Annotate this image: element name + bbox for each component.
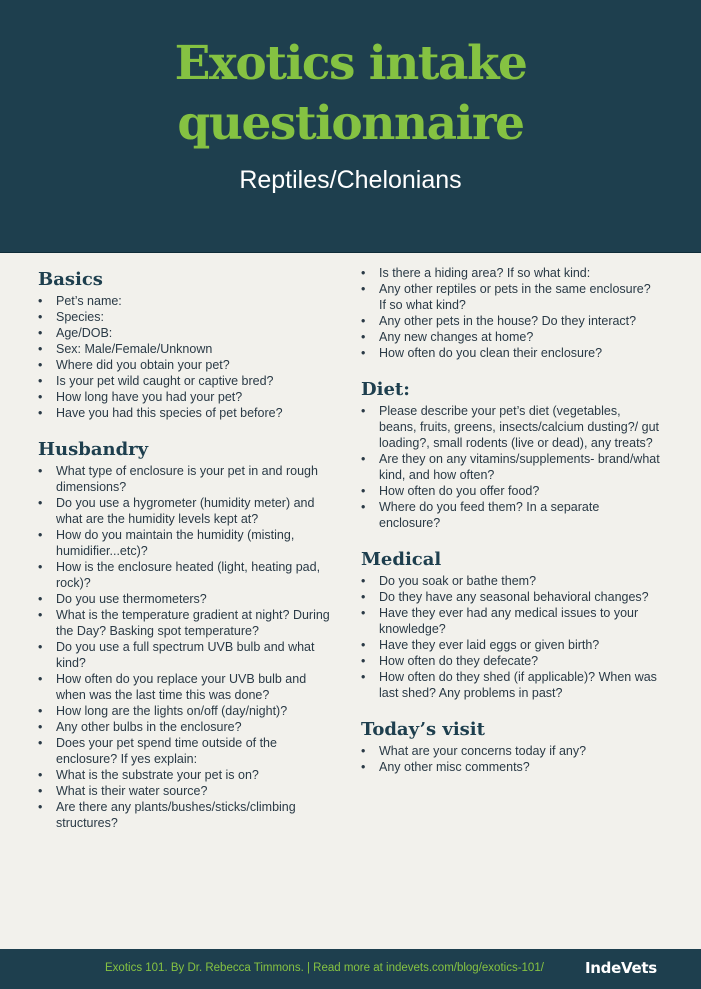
question-item: • Please describe your pet’s diet (vegetables, beans, fruits, greens, insects/calcium dusting?/ gut loading?, small rodents (live or dead), any treats? [361, 403, 661, 451]
question-item: • Is your pet wild caught or captive bred? [38, 373, 338, 389]
question-item: • Any other misc comments? [361, 759, 661, 775]
left-column [38, 269, 338, 849]
question-item: • Do they have any seasonal behavioral changes? [361, 589, 661, 605]
question-item: • Species: [38, 309, 338, 325]
question-list-continued [361, 265, 661, 361]
footer-bar [0, 949, 701, 989]
question-item: • Is there a hiding area? If so what kind: [361, 265, 661, 281]
page-title-line2: questionnaire [177, 96, 524, 151]
question-item: • Have you had this species of pet before? [38, 405, 338, 421]
question-item: • Have they ever had any medical issues to your knowledge? [361, 605, 661, 637]
page-title-line1: Exotics intake [174, 36, 527, 91]
question-list-basics [38, 293, 338, 421]
question-item: • Do you soak or bathe them? [361, 573, 661, 589]
question-item: • How often do you replace your UVB bulb and when was the last time this was done? [38, 671, 338, 703]
question-list-medical [361, 573, 661, 701]
question-item: • Have they ever laid eggs or given birth? [361, 637, 661, 653]
question-item: • What are your concerns today if any? [361, 743, 661, 759]
question-item: • Do you use a hygrometer (humidity meter) and what are the humidity levels kept at? [38, 495, 338, 527]
question-list-husbandry [38, 463, 338, 831]
section-heading-husbandry: Husbandry [38, 439, 149, 460]
question-item: • Where do you feed them? In a separate enclosure? [361, 499, 661, 531]
question-item: • Are they on any vitamins/supplements- brand/what kind, and how often? [361, 451, 661, 483]
question-item: • Where did you obtain your pet? [38, 357, 338, 373]
question-item: • Any new changes at home? [361, 329, 661, 345]
question-item: • Are there any plants/bushes/sticks/climbing structures? [38, 799, 338, 831]
question-item: • How often do they defecate? [361, 653, 661, 669]
question-item: • How often do you clean their enclosure? [361, 345, 661, 361]
question-item: • Do you use thermometers? [38, 591, 338, 607]
section-heading-medical: Medical [361, 549, 442, 570]
brand-logo: IndeVets [585, 959, 657, 977]
question-item: • What is the substrate your pet is on? [38, 767, 338, 783]
section-heading-diet: Diet: [361, 379, 410, 400]
section-heading-basics: Basics [38, 269, 103, 290]
question-item: • Age/DOB: [38, 325, 338, 341]
question-list-diet [361, 403, 661, 531]
question-item: • How long have you had your pet? [38, 389, 338, 405]
question-item: • What is their water source? [38, 783, 338, 799]
question-item: • How long are the lights on/off (day/night)? [38, 703, 338, 719]
question-item: • How is the enclosure heated (light, heating pad, rock)? [38, 559, 338, 591]
question-item: • Pet’s name: [38, 293, 338, 309]
question-item: • Any other reptiles or pets in the same enclosure? If so what kind? [361, 281, 661, 313]
question-item: • Do you use a full spectrum UVB bulb and what kind? [38, 639, 338, 671]
page-subtitle: Reptiles/Chelonians [239, 166, 462, 194]
footer-credit: Exotics 101. By Dr. Rebecca Timmons. | Read more at indevets.com/blog/exotics-101/ [105, 962, 544, 974]
section-heading-today-s-visit: Today’s visit [361, 719, 485, 740]
question-item: • Does your pet spend time outside of the enclosure? If yes explain: [38, 735, 338, 767]
question-list-today-s-visit [361, 743, 661, 775]
question-item: • What type of enclosure is your pet in and rough dimensions? [38, 463, 338, 495]
question-item: • Sex: Male/Female/Unknown [38, 341, 338, 357]
question-item: • How do you maintain the humidity (misting, humidifier...etc)? [38, 527, 338, 559]
question-item: • Any other pets in the house? Do they interact? [361, 313, 661, 329]
question-item: • How often do they shed (if applicable)? When was last shed? Any problems in past? [361, 669, 661, 701]
question-item: • How often do you offer food? [361, 483, 661, 499]
header-banner [0, 0, 701, 253]
right-column [361, 265, 661, 793]
question-item: • What is the temperature gradient at night? During the Day? Basking spot temperature? [38, 607, 338, 639]
question-item: • Any other bulbs in the enclosure? [38, 719, 338, 735]
